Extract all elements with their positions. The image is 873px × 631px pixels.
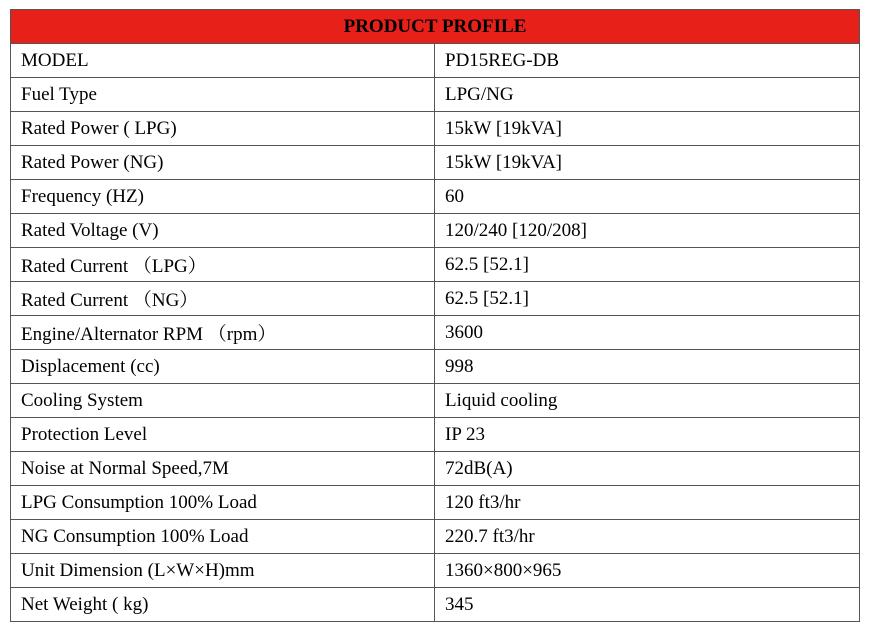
table-row <box>11 384 860 418</box>
spec-label: Rated Power ( LPG) <box>11 112 435 146</box>
spec-value: 120 ft3/hr <box>435 486 860 520</box>
spec-label: Frequency (HZ) <box>11 180 435 214</box>
spec-value: 998 <box>435 350 860 384</box>
spec-label: MODEL <box>11 44 435 78</box>
spec-label: Rated Current （LPG） <box>11 248 435 282</box>
spec-label: Displacement (cc) <box>11 350 435 384</box>
spec-value: 15kW [19kVA] <box>435 146 860 180</box>
spec-label: Unit Dimension (L×W×H)mm <box>11 554 435 588</box>
spec-label: Fuel Type <box>11 78 435 112</box>
table-row <box>11 78 860 112</box>
table-row <box>11 248 860 282</box>
table-row <box>11 146 860 180</box>
spec-value: 62.5 [52.1] <box>435 248 860 282</box>
table-row <box>11 520 860 554</box>
table-row <box>11 588 860 622</box>
spec-label: Protection Level <box>11 418 435 452</box>
spec-value: 62.5 [52.1] <box>435 282 860 316</box>
spec-label: LPG Consumption 100% Load <box>11 486 435 520</box>
table-header-row <box>11 10 860 44</box>
spec-value: 15kW [19kVA] <box>435 112 860 146</box>
table-row <box>11 282 860 316</box>
spec-value: Liquid cooling <box>435 384 860 418</box>
spec-value: LPG/NG <box>435 78 860 112</box>
product-profile-table <box>10 9 860 622</box>
table-row <box>11 180 860 214</box>
table-row <box>11 316 860 350</box>
table-row <box>11 112 860 146</box>
table-row <box>11 214 860 248</box>
spec-value: 72dB(A) <box>435 452 860 486</box>
spec-value: 60 <box>435 180 860 214</box>
table-row <box>11 452 860 486</box>
table-row <box>11 350 860 384</box>
spec-value: IP 23 <box>435 418 860 452</box>
spec-value: 120/240 [120/208] <box>435 214 860 248</box>
spec-value: 220.7 ft3/hr <box>435 520 860 554</box>
spec-value: 1360×800×965 <box>435 554 860 588</box>
spec-label: Net Weight ( kg) <box>11 588 435 622</box>
spec-value: 3600 <box>435 316 860 350</box>
spec-value: 345 <box>435 588 860 622</box>
table-row <box>11 44 860 78</box>
spec-label: Engine/Alternator RPM （rpm） <box>11 316 435 350</box>
spec-label: Cooling System <box>11 384 435 418</box>
table-title: PRODUCT PROFILE <box>11 10 860 44</box>
table-row <box>11 486 860 520</box>
spec-label: Rated Current （NG） <box>11 282 435 316</box>
table-row <box>11 418 860 452</box>
spec-label: NG Consumption 100% Load <box>11 520 435 554</box>
spec-label: Noise at Normal Speed,7M <box>11 452 435 486</box>
spec-value: PD15REG-DB <box>435 44 860 78</box>
spec-label: Rated Voltage (V) <box>11 214 435 248</box>
table-row <box>11 554 860 588</box>
spec-label: Rated Power (NG) <box>11 146 435 180</box>
